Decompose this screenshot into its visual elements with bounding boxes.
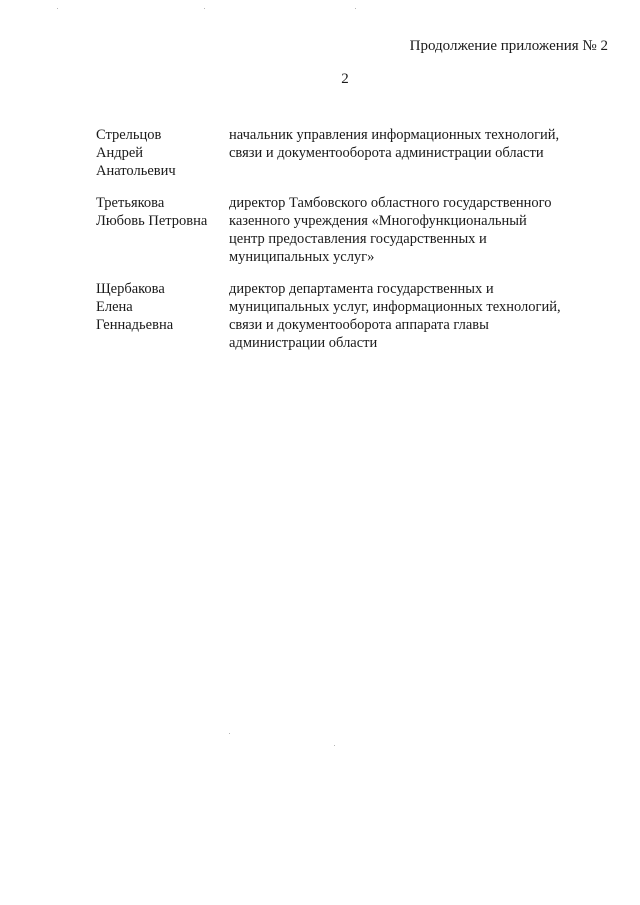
member-name-line: Щербакова <box>96 281 165 297</box>
member-name <box>96 280 229 334</box>
scan-speck <box>334 745 335 746</box>
member-position-line: муниципальных услуг, информационных технологий, <box>229 299 561 315</box>
member-position-line: центр предоставления государственных и <box>229 231 487 247</box>
member-position-line: директор департамента государственных и <box>229 281 494 297</box>
member-position-line: муниципальных услуг» <box>229 249 375 265</box>
member-position-line: связи и документооборота аппарата главы <box>229 317 489 333</box>
member-name-line: Андрей <box>96 145 144 161</box>
member-position-line: директор Тамбовского областного государственного <box>229 195 552 211</box>
member-entry <box>96 194 596 266</box>
member-name-line: Стрельцов <box>96 127 162 143</box>
scan-speck <box>355 8 356 9</box>
member-name-line: Анатольевич <box>96 163 176 179</box>
member-position-line: казенного учреждения «Многофункциональный <box>229 213 527 229</box>
member-position <box>229 126 596 162</box>
member-position <box>229 194 596 266</box>
scan-speck <box>57 8 58 9</box>
scan-speck <box>229 733 230 734</box>
member-position <box>229 280 596 352</box>
member-name-line: Третьякова <box>96 195 165 211</box>
member-entry <box>96 280 596 352</box>
member-name-line: Геннадьевна <box>96 317 174 333</box>
page-number: 2 <box>341 71 349 87</box>
member-name <box>96 194 229 230</box>
member-name-line: Елена <box>96 299 133 315</box>
appendix-continuation-note: Продолжение приложения № 2 <box>409 38 608 54</box>
members-list <box>96 126 596 352</box>
member-position-line: администрации области <box>229 335 378 351</box>
member-position-line: связи и документооборота администрации области <box>229 145 544 161</box>
member-name-line: Любовь Петровна <box>96 213 208 229</box>
scan-speck <box>204 8 205 9</box>
member-position-line: начальник управления информационных технологий, <box>229 127 560 143</box>
member-name <box>96 126 229 180</box>
member-entry <box>96 126 596 180</box>
